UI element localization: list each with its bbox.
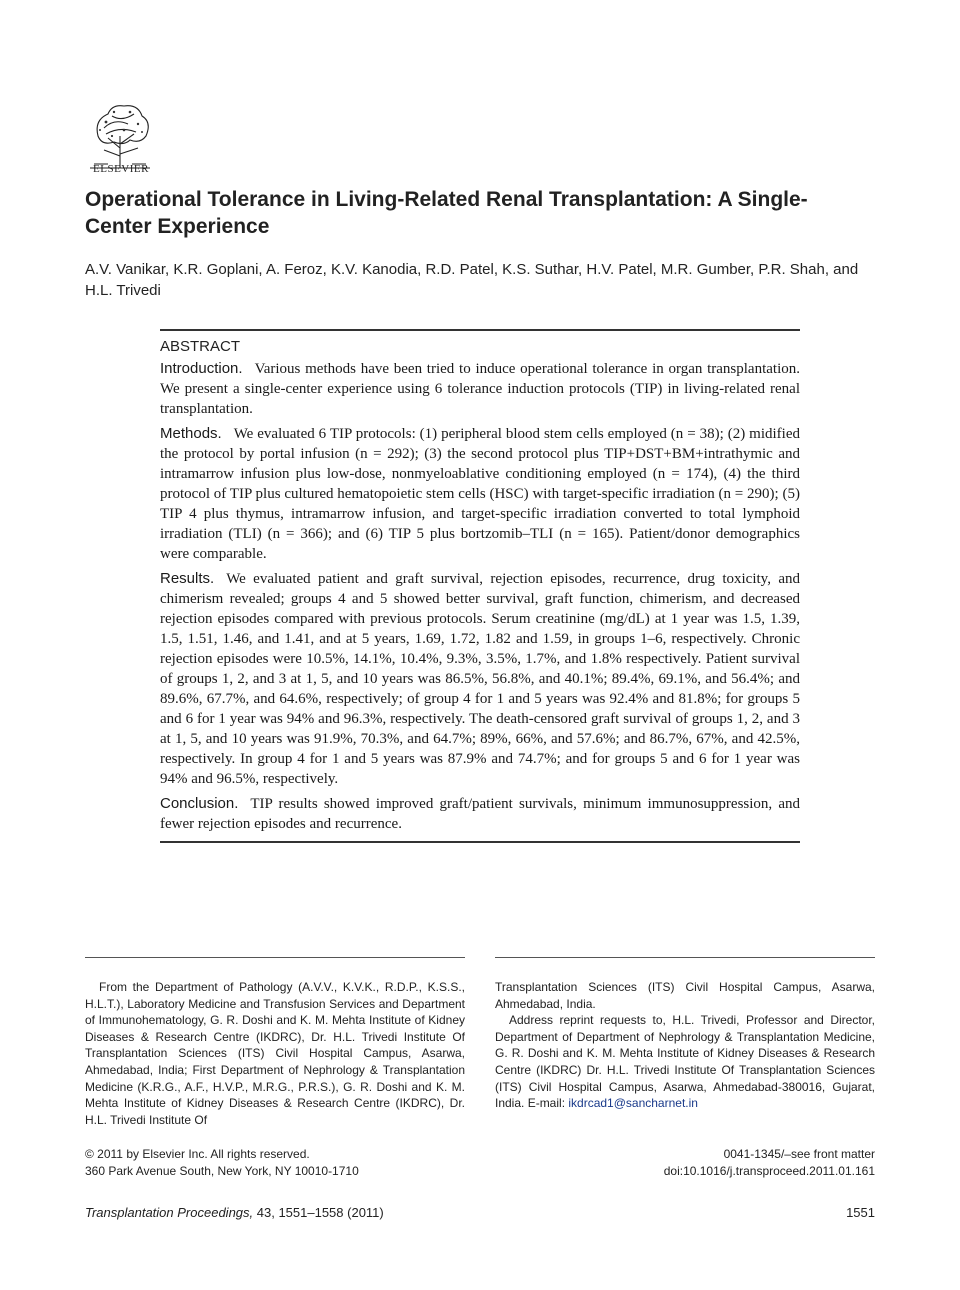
page-number: 1551 xyxy=(846,1205,875,1220)
affiliation-text: From the Department of Pathology (A.V.V., K.V.K., R.D.P., K.S.S., H.L.T.), Laboratory Medicine and Transfusion Services and Department of Immunohematology, G. R. Doshi and K. M. Mehta Institute of Kidney Diseases & Research Centre (IKDRC), Dr. H.L. Trivedi Institute Of Transplantation Sciences (ITS) Civil Hospital Campus, Asarwa, Ahmedabad, India; First Department of Nephrology & Transplantation Medicine (K.R.G., A.F., H.V.P., M.R.G., P.R.S.), G. R. Doshi and K. M. Mehta Institute of Kidney Diseases & Research Centre (IKDRC), Dr. H.L. Trivedi Institute Of xyxy=(85,980,465,1127)
section-text: TIP results showed improved graft/patient survivals, minimum immunosuppression, and fewer rejection episodes and recurrence. xyxy=(160,796,800,832)
reprint-requests xyxy=(495,1012,875,1112)
section-text: Various methods have been tried to induce operational tolerance in organ transplantation. We present a single-center experience using 6 tolerance induction protocols (TIP) in living-related renal transplantation. xyxy=(160,361,800,417)
section-label: Introduction. xyxy=(160,360,243,377)
reprint-text: Address reprint requests to, H.L. Trivedi, Professor and Director, Department of Department of Nephrology & Transplantation Medicine, G. R. Doshi and K. M. Mehta Institute of Kidney Diseases & Research Centre (IKDRC) Dr. H.L. Trivedi Institute Of Transplantation Sciences (ITS) Civil Hospital Campus, Asarwa, Ahmedabad-380016, Gujarat, India. E-mail: xyxy=(495,1013,875,1111)
section-label: Methods. xyxy=(160,425,222,442)
author-list: A.V. Vanikar, K.R. Goplani, A. Feroz, K.V. Kanodia, R.D. Patel, K.S. Suthar, H.V. Patel, M.R. Gumber, P.R. Shah, and H.L. Trivedi xyxy=(85,261,859,299)
journal-name: Transplantation Proceedings, xyxy=(85,1205,254,1220)
copyright-notice xyxy=(85,1146,485,1180)
article-title: Operational Tolerance in Living-Related Renal Transplantation: A Single-Center Experience xyxy=(85,188,808,238)
section-label: Conclusion. xyxy=(160,795,239,812)
abstract-results xyxy=(160,569,800,789)
publisher-wordmark: ELSEVIER xyxy=(93,163,149,175)
article-identifiers xyxy=(495,1146,875,1180)
copyright-line: © 2011 by Elsevier Inc. All rights reserved. xyxy=(85,1147,310,1161)
affiliation-left-column xyxy=(85,979,465,1128)
affiliation-continued: Transplantation Sciences (ITS) Civil Hospital Campus, Asarwa, Ahmedabad, India. xyxy=(495,980,875,1011)
footnote-divider-left xyxy=(85,957,465,958)
footnote-divider-right xyxy=(495,957,875,958)
abstract-methods xyxy=(160,424,800,564)
section-text: We evaluated 6 TIP protocols: (1) peripheral blood stem cells employed (n = 38); (2) midified the protocol by portal infusion (n = 292); (3) the second protocol plus TIP+DST+BM+intrathymic and intramarrow infusion plus low-dose, nonmyeloablative conditioning employed (n = 174), (4) the third protocol of TIP plus cultured hematopoietic stem cells (HSC) with target-specific irradiation (n = 290); (5) TIP 4 plus thymus, intramarrow infusion, and target-specific irradiation converted to total lymphoid irradiation (TLI) (n = 366); and (6) TIP 5 plus bortzomib–TLI (n = 165). Patient/donor demographics were comparable. xyxy=(160,426,800,562)
journal-citation xyxy=(85,1205,384,1220)
abstract-heading: ABSTRACT xyxy=(160,338,241,355)
doi: doi:10.1016/j.transproceed.2011.01.161 xyxy=(663,1164,875,1178)
abstract-conclusion xyxy=(160,794,800,834)
section-label: Results. xyxy=(160,570,215,587)
affiliation-right-column xyxy=(495,979,875,1112)
email-link[interactable]: ikdrcad1@sancharnet.in xyxy=(568,1096,698,1111)
abstract-introduction xyxy=(160,359,800,419)
journal-reference: 43, 1551–1558 (2011) xyxy=(256,1205,384,1220)
abstract-box xyxy=(160,329,800,843)
publisher-address: 360 Park Avenue South, New York, NY 10010-1710 xyxy=(85,1164,359,1178)
issn: 0041-1345/–see front matter xyxy=(723,1147,875,1161)
section-text: We evaluated patient and graft survival, rejection episodes, recurrence, drug toxicity, and chimerism revealed; groups 4 and 5 showed better survival, graft function, chimerism, and decreased rejection episodes compared with previous protocols. Serum creatinine (mg/dL) at 1 year was 1.5, 1.39, 1.5, 1.51, 1.46, and 1.41, and at 5 years, 1.69, 1.72, 1.82 and 1.59, in groups 1–6, respectively. Chronic rejection episodes were 10.5%, 14.1%, 10.4%, 9.3%, 3.5%, 1.7%, and 1.8% respectively. Patient survival of groups 1, 2, and 3 at 1, 5, and 10 years was 86.5%, 56.8%, and 40.1%; 89.4%, 69.1%, and 56.4%; and 89.6%, 67.7%, and 64.6%, respectively; of group 4 for 1 and 5 years was 92.4% and 81.8%; for groups 5 and 6 for 1 year was 94% and 96.3%, respectively. The death-censored graft survival of groups 1, 2, and 3 at 1, 5, and 10 years was 91.9%, 70.3%, and 64.7%; 89%, 66%, and 57.6%; and 86.7%, 67%, and 42.5%, respectively. In group 4 for 1 and 5 years was 87.9% and 74.7%; and for groups 5 and 6 for 1 year was 94% and 96.5%, respectively. xyxy=(160,571,800,787)
